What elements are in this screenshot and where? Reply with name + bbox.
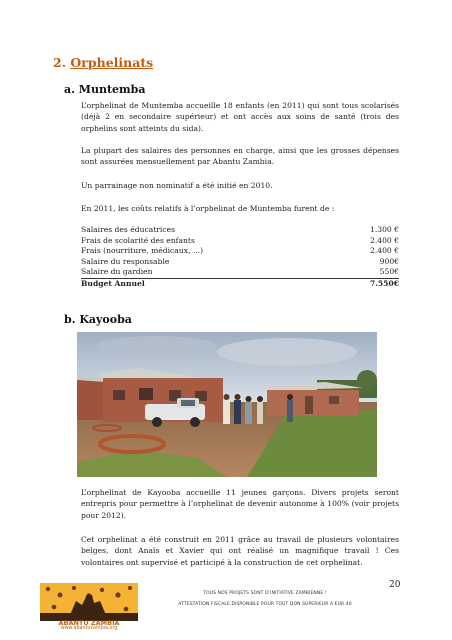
kayooba-orphanage-photo <box>77 332 377 477</box>
kayooba-paragraph-2: Cet orphelinat a été construit en 2011 grâce au travail de plusieurs volontaires belges, dont Anaïs et Xavier qui ont réalisé un magnifique travail ! Ces volontaires ont supervisé et participé à la construction de cet orphelinat. <box>81 535 399 567</box>
cost-label: Frais (nourriture, médicaux, ...) <box>81 246 204 256</box>
section-number: 2. <box>53 55 67 70</box>
cost-label: Salaire du responsable <box>81 256 170 266</box>
cost-row <box>81 236 399 247</box>
cost-label: Salaire du gardien <box>81 267 153 277</box>
cost-row <box>81 257 399 268</box>
cost-value: 900€ <box>379 256 399 266</box>
muntemba-paragraph-4: En 2011, les coûts relatifs à l’orphelinat de Muntemba furent de : <box>81 204 335 213</box>
cost-row <box>81 225 399 236</box>
cost-value: 2.400 € <box>370 246 399 256</box>
cost-label: Frais de scolarité des enfants <box>81 235 195 245</box>
footer-line-2: ATTESTATION FISCALE DISPONIBLE POUR TOUT DON SUPERIEUR A EUR 40 <box>178 602 352 607</box>
cost-value: 550€ <box>379 267 399 277</box>
section-title: Orphelinats <box>70 55 154 70</box>
cost-row <box>81 246 399 257</box>
muntemba-paragraph-3: Un parrainage non nominatif a été initié en 2010. <box>81 181 273 190</box>
muntemba-paragraph-2: La plupart des salaires des personnes en charge, ainsi que les grosses dépenses sont assurées mensuellement par Abantu Zambia. <box>81 146 399 167</box>
cost-table <box>81 225 399 290</box>
muntemba-paragraph-1: L’orphelinat de Muntemba accueille 18 enfants (en 2011) qui sont tous scolarisés (déjà 2 en secondaire supérieur) et ont accès aux soins de santé (trois des orphelins sont atteints du sida). <box>81 101 399 133</box>
cost-value: 1.300 € <box>370 225 399 234</box>
footer-line-1: TOUS NOS PROJETS SONT D’INITIATIVE ZAMBIENNE ! <box>203 591 327 596</box>
total-value: 7.550€ <box>369 278 399 288</box>
abantu-zambia-logo <box>40 583 138 633</box>
cost-value: 2.400 € <box>370 235 399 245</box>
kayooba-paragraph-1: L’orphelinat de Kayooba accueille 11 jeunes garçons. Divers projets seront entrepris pour permettre à l’orphelinat de devenir autonome à 100% (voir projets pour 2012). <box>81 488 399 520</box>
cost-label: Salaires des éducatrices <box>81 225 175 234</box>
photo-illustration <box>77 332 377 477</box>
logo-url[interactable]: www.abantuzambia.org <box>60 626 118 631</box>
page-number: 20 <box>389 580 401 590</box>
cost-row <box>81 267 399 278</box>
section-heading <box>53 55 153 70</box>
logo-name: ABANTU ZAMBIA <box>58 619 120 627</box>
cost-total-row <box>81 278 399 290</box>
total-label: Budget Annuel <box>81 278 145 288</box>
subsection-heading-kayooba: b. Kayooba <box>64 313 132 326</box>
subsection-heading-muntemba: a. Muntemba <box>64 83 146 96</box>
